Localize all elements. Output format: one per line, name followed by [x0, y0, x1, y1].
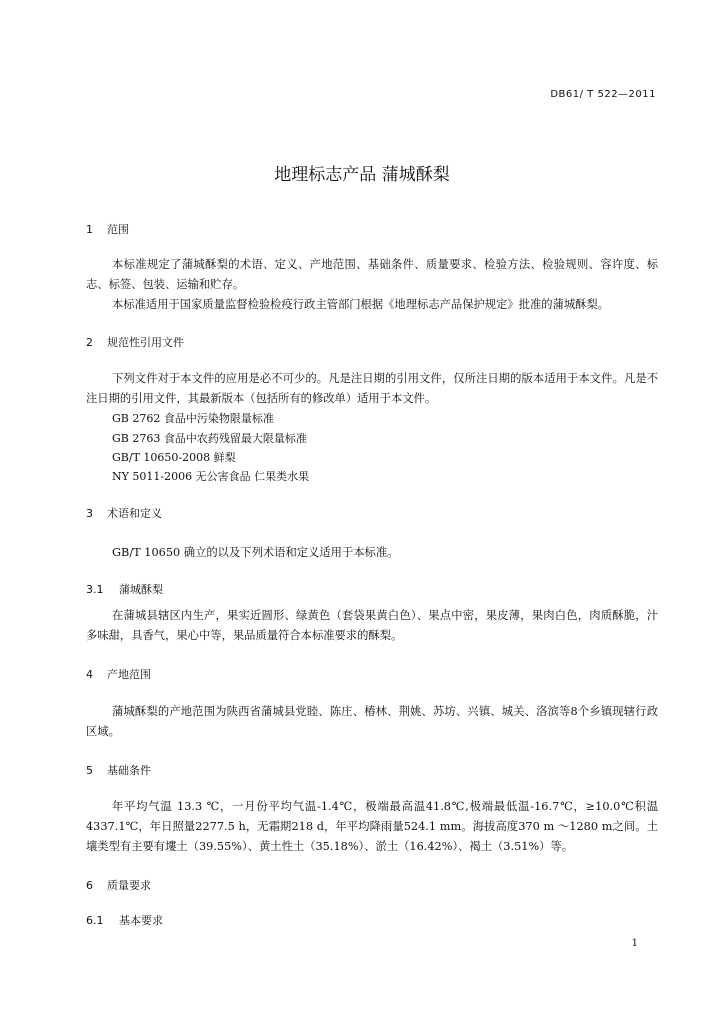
standard-code: DB61/ T 522—2011 [550, 89, 656, 100]
paragraph: 年平均气温 13.3 ℃，一月份平均气温-1.4℃，极端最高温41.8℃,极端最低温-16.7℃，≥10.0℃积温4337.1℃，年日照量2277.5 h，无霜期218 d，年平均降雨量524.1 mm。海拔高度370 m ～1280 m之间。土壤类型有主要有塿土（39.55%）、黄土性土（35.18%）、淤土（16.42%）、褐土（3.51%）等。 [86, 800, 658, 853]
reference-item: GB 2763 食品中农药残留最大限量标准 [112, 432, 307, 445]
paragraph: 下列文件对于本文件的应用是必不可少的。凡是注日期的引用文件，仅所注日期的版本适用于本文件。凡是不注日期的引用文件，其最新版本（包括所有的修改单）适用于本文件。 [86, 372, 658, 405]
paragraph: 蒲城酥梨的产地范围为陕西省蒲城县党睦、陈庄、椿林、荆姚、苏坊、兴镇、城关、洛滨等8个乡镇现辖行政区域。 [86, 705, 658, 738]
reference-item: GB 2762 食品中污染物限量标准 [112, 412, 274, 425]
section-number: 1 [86, 223, 93, 236]
paragraph: 在蒲城县辖区内生产，果实近圆形、绿黄色（套袋果黄白色）、果点中密，果皮薄，果肉白色，肉质酥脆，汁多味甜，具香气，果心中等，果品质量符合本标准要求的酥梨。 [86, 609, 658, 642]
section-2-heading [86, 334, 184, 350]
page-title: 地理标志产品 蒲城酥梨 [274, 165, 450, 185]
reference-item: NY 5011-2006 无公害食品 仁果类水果 [112, 470, 310, 483]
reference-item: GB/T 10650-2008 鲜梨 [112, 451, 236, 464]
section-title: 范围 [107, 223, 129, 236]
section-title: 产地范围 [107, 668, 151, 681]
section-1-heading [86, 221, 129, 237]
section-title: 基础条件 [107, 764, 151, 777]
section-number: 4 [86, 668, 93, 681]
section-3-heading [86, 505, 162, 521]
section-title: 术语和定义 [107, 507, 162, 520]
section-4-heading [86, 666, 151, 682]
section-6-heading [86, 877, 151, 893]
paragraph: 本标准规定了蒲城酥梨的术语、定义、产地范围、基础条件、质量要求、检验方法、检验规则、容许度、标志、标签、包装、运输和贮存。 [86, 258, 658, 291]
section-6-1-heading [86, 912, 163, 928]
section-5-heading [86, 762, 151, 778]
section-number: 5 [86, 764, 93, 777]
section-title: 规范性引用文件 [107, 336, 184, 349]
section-number: 6 [86, 879, 93, 892]
paragraph: 本标准适用于国家质量监督检验检疫行政主管部门根据《地理标志产品保护规定》批准的蒲城酥梨。 [112, 298, 610, 311]
page-number: 1 [631, 938, 638, 949]
paragraph: GB/T 10650 确立的以及下列术语和定义适用于本标准。 [112, 546, 399, 559]
section-number: 3.1 [86, 583, 104, 596]
section-number: 6.1 [86, 914, 104, 927]
section-title: 基本要求 [119, 914, 163, 927]
section-number: 3 [86, 507, 93, 520]
section-title: 质量要求 [107, 879, 151, 892]
section-number: 2 [86, 336, 93, 349]
section-title: 蒲城酥梨 [119, 583, 163, 596]
section-3-1-heading [86, 581, 163, 597]
